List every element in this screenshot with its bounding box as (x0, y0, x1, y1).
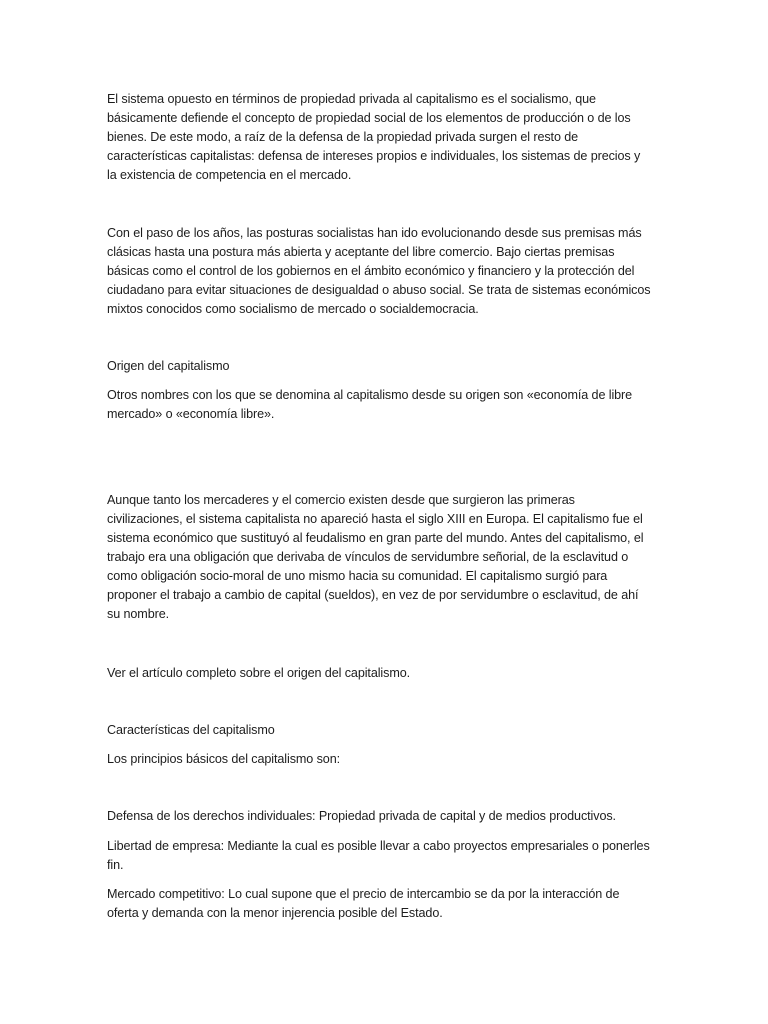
principle-libertad-empresa: Libertad de empresa: Mediante la cual es posible llevar a cabo proyectos empresariales o ponerles fin. (107, 839, 650, 872)
heading-caracteristicas-capitalismo: Características del capitalismo (107, 723, 275, 737)
paragraph-socialismo: El sistema opuesto en términos de propiedad privada al capitalismo es el socialismo, que básicamente defiende el concepto de propiedad social de los elementos de producción o de los bienes. De este modo, a raíz de la defensa de la propiedad privada surgen el resto de características capitalistas: defensa de intereses propios e individuales, los sistemas de precios y la existencia de competencia en el mercado. (107, 92, 641, 182)
paragraph-otros-nombres: Otros nombres con los que se denomina al capitalismo desde su origen son «economía de libre mercado» o «economía libre». (107, 388, 633, 421)
paragraph-ver-articulo: Ver el artículo completo sobre el origen del capitalismo. (107, 666, 411, 680)
paragraph-posturas-socialistas: Con el paso de los años, las posturas socialistas han ido evolucionando desde sus premisas más clásicas hasta una postura más abierta y aceptante del libre comercio. Bajo ciertas premisas básicas como el control de los gobiernos en el ámbito económico y financiero y la protección del ciudadano para evitar situaciones de desigualdad o abuso social. Se trata de sistemas económicos mixtos conocidos como socialismo de mercado o socialdemocracia. (107, 226, 651, 316)
paragraph-historia-capitalismo: Aunque tanto los mercaderes y el comercio existen desde que surgieron las primeras civilizaciones, el sistema capitalista no apareció hasta el siglo XIII en Europa. El capitalismo fue el sistema económico que sustituyó al feudalismo en gran parte del mundo. Antes del capitalismo, el trabajo era una obligación que derivaba de vínculos de servidumbre señorial, de la esclavitud o como obligación socio-moral de uno mismo hacia su comunidad. El capitalismo surgió para proponer el trabajo a cambio de capital (sueldos), en vez de por servidumbre o esclavitud, de ahí su nombre. (107, 493, 644, 621)
principle-derechos-individuales: Defensa de los derechos individuales: Propiedad privada de capital y de medios productivos. (107, 809, 616, 823)
heading-origen-capitalismo: Origen del capitalismo (107, 359, 230, 373)
principle-mercado-competitivo: Mercado competitivo: Lo cual supone que el precio de intercambio se da por la interacción de oferta y demanda con la menor injerencia posible del Estado. (107, 887, 620, 920)
paragraph-principios-basicos: Los principios básicos del capitalismo son: (107, 752, 341, 766)
